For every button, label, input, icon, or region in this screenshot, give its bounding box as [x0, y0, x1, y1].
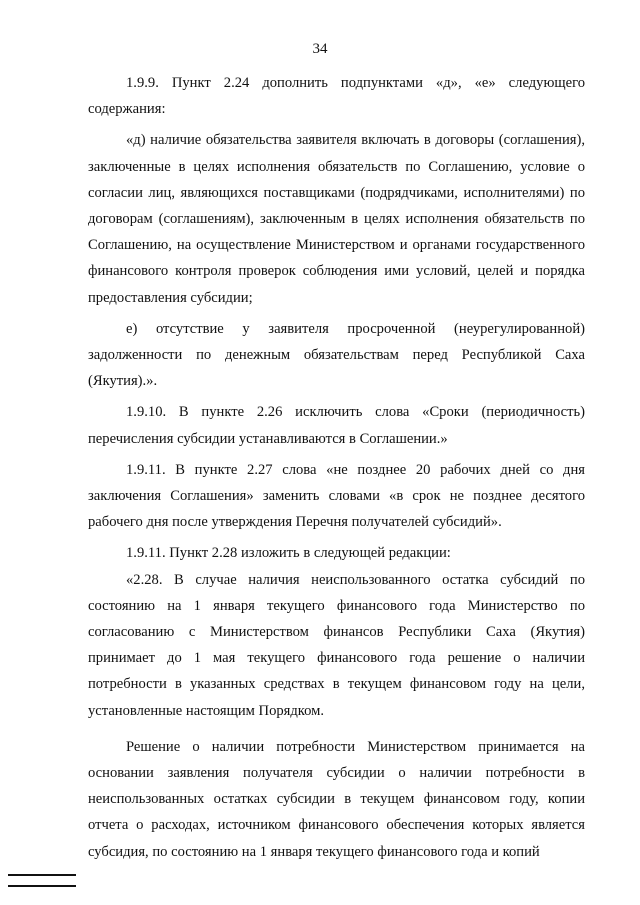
paragraph-1-9-10: 1.9.10. В пункте 2.26 исключить слова «Сроки (периодичность) перечисления субсидии устанавливаются в Соглашении.»	[88, 404, 585, 447]
document-body	[88, 70, 585, 865]
footer-divider	[8, 874, 76, 876]
paragraph-1-9-11-b: 1.9.11. Пункт 2.28 изложить в следующей редакции:	[126, 545, 451, 562]
page-number: 34	[312, 41, 328, 57]
paragraph-1-9-9: 1.9.9. Пункт 2.24 дополнить подпунктами «д», «е» следующего содержания:	[88, 75, 585, 118]
paragraph-subpoint-d: «д) наличие обязательства заявителя включать в договоры (соглашения), заключенные в целях исполнения обязательств по Соглашению, условие о согласии лиц, являющихся поставщиками (подрядчиками, исполнителями) по договорам (соглашениям), заключенным в целях исполнения обязательств по Соглашению, на осуществление Министерством и органами государственного финансового контроля проверок соблюдения ими условий, целей и порядка предоставления субсидии;	[88, 132, 585, 306]
paragraph-decision: Решение о наличии потребности Министерством принимается на основании заявления получателя субсидии о наличии потребности в неиспользованных остатках субсидии в текущем финансовом году, копии отчета о расходах, источником финансового обеспечения которых является субсидия, по состоянию на 1 января текущего финансового года и копий	[88, 738, 585, 860]
paragraph-1-9-11-a: 1.9.11. В пункте 2.27 слова «не позднее 20 рабочих дней со дня заключения Соглашения» заменить словами «в срок не позднее десятого рабочего дня после утверждения Перечня получателей субсидий».	[88, 461, 585, 531]
paragraph-subpoint-e: е) отсутствие у заявителя просроченной (неурегулированной) задолженности по денежным обязательствам перед Республикой Саха (Якутия).».	[88, 320, 585, 390]
paragraph-2-28: «2.28. В случае наличия неиспользованного остатка субсидий по состоянию на 1 января текущего финансового года Министерство по согласованию с Министерством финансов Республики Саха (Якутия) принимает до 1 мая текущего финансового года решение о наличии потребности в указанных средствах в текущем финансовом году на цели, установленные настоящим Порядком.	[88, 571, 585, 719]
footer-divider-lower	[8, 885, 76, 887]
